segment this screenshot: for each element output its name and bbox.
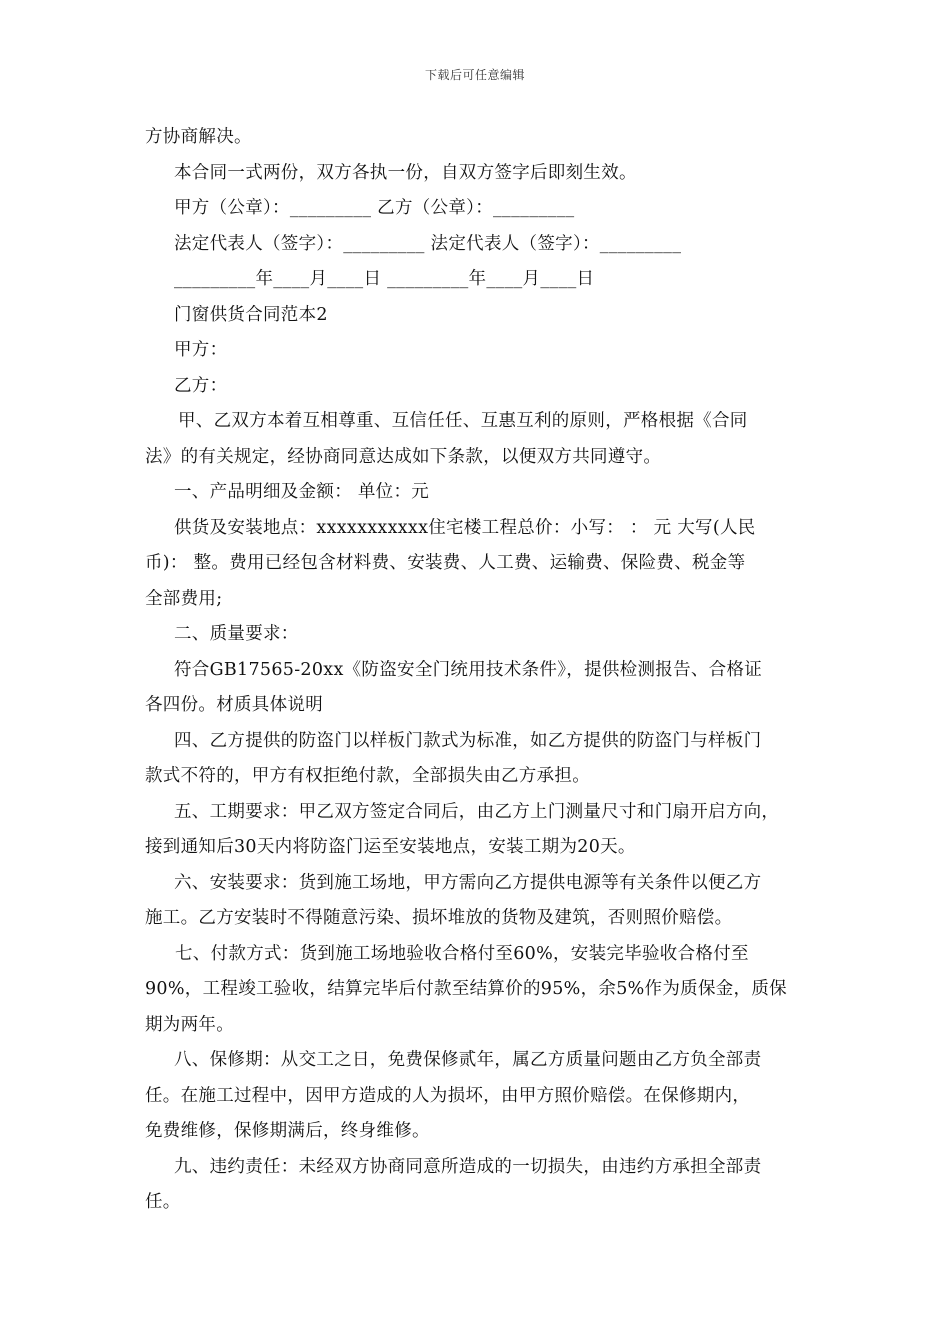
section-title: 门窗供货合同范本2 [174, 304, 328, 325]
text-line: 期为两年。 [145, 1014, 234, 1035]
text-line: 本合同一式两份，双方各执一份，自双方签字后即刻生效。 [174, 162, 637, 183]
party-b-line: 乙方： [174, 375, 228, 396]
text-line: 任。在施工过程中，因甲方造成的人为损坏，由甲方照价赔偿。在保修期内， [145, 1085, 751, 1106]
text-line: 款式不符的，甲方有权拒绝付款，全部损失由乙方承担。 [145, 766, 590, 786]
clause-text: 四、乙方提供的防盗门以样板门款式为标准，如乙方提供的防盗门与样板门 [174, 730, 762, 751]
clause-heading: 二、质量要求： [174, 624, 299, 644]
text-line: 接到通知后30天内将防盗门运至安装地点，安装工期为20天。 [145, 837, 636, 857]
text-line: 任。 [145, 1192, 181, 1212]
text-line: 各四份。材质具体说明 [145, 695, 323, 715]
signature-line: 法定代表人（签字）：_________ 法定代表人（签字）：_________ [174, 233, 682, 254]
clause-heading: 一、产品明细及金额： 单位：元 [174, 482, 430, 502]
party-a-line: 甲方： [174, 340, 228, 360]
text-line: 施工。乙方安装时不得随意污染、损坏堆放的货物及建筑，否则照价赔偿。 [145, 908, 733, 928]
clause-text: 五、工期要求：甲乙双方签定合同后，由乙方上门测量尺寸和门扇开启方向， [174, 801, 780, 822]
date-line: _________年____月____日 _________年____月____日 [174, 269, 595, 289]
document-body [145, 120, 815, 1221]
text-line: 符合GB17565-20xx《防盗安全门统用技术条件》，提供检测报告、合格证 [174, 659, 763, 680]
clause-text: 九、违约责任：未经双方协商同意所造成的一切损失，由违约方承担全部责 [174, 1156, 762, 1177]
page-header: 下载后可任意编辑 [424, 68, 525, 82]
text-line: 法》的有关规定，经协商同意达成如下条款，以便双方共同遵守。 [145, 446, 662, 467]
text-line: 币)： 整。费用已经包含材料费、安装费、人工费、运输费、保险费、税金等 [145, 553, 746, 573]
text-line: 甲、乙双方本着互相尊重、互信任任、互惠互利的原则，严格根据《合同 [178, 411, 748, 431]
clause-text: 七、付款方式：货到施工场地验收合格付至60%，安装完毕验收合格付至 [175, 943, 749, 964]
text-line: 方协商解决。 [145, 127, 252, 147]
clause-text: 六、安装要求：货到施工场地，甲方需向乙方提供电源等有关条件以便乙方 [174, 872, 762, 893]
signature-line: 甲方（公章）：_________ 乙方（公章）：_________ [174, 198, 575, 218]
clause-text: 八、保修期：从交工之日，免费保修贰年，属乙方质量问题由乙方负全部责 [174, 1050, 762, 1070]
text-line: 90%，工程竣工验收，结算完毕后付款至结算价的95%，余5%作为质保金，质保 [145, 979, 787, 999]
text-line: 免费维修，保修期满后，终身维修。 [145, 1121, 430, 1141]
text-line: 全部费用; [145, 588, 223, 609]
text-line: 供货及安装地点：xxxxxxxxxxx住宅楼工程总价：小写： ： 元 大写(人民 [174, 517, 756, 538]
